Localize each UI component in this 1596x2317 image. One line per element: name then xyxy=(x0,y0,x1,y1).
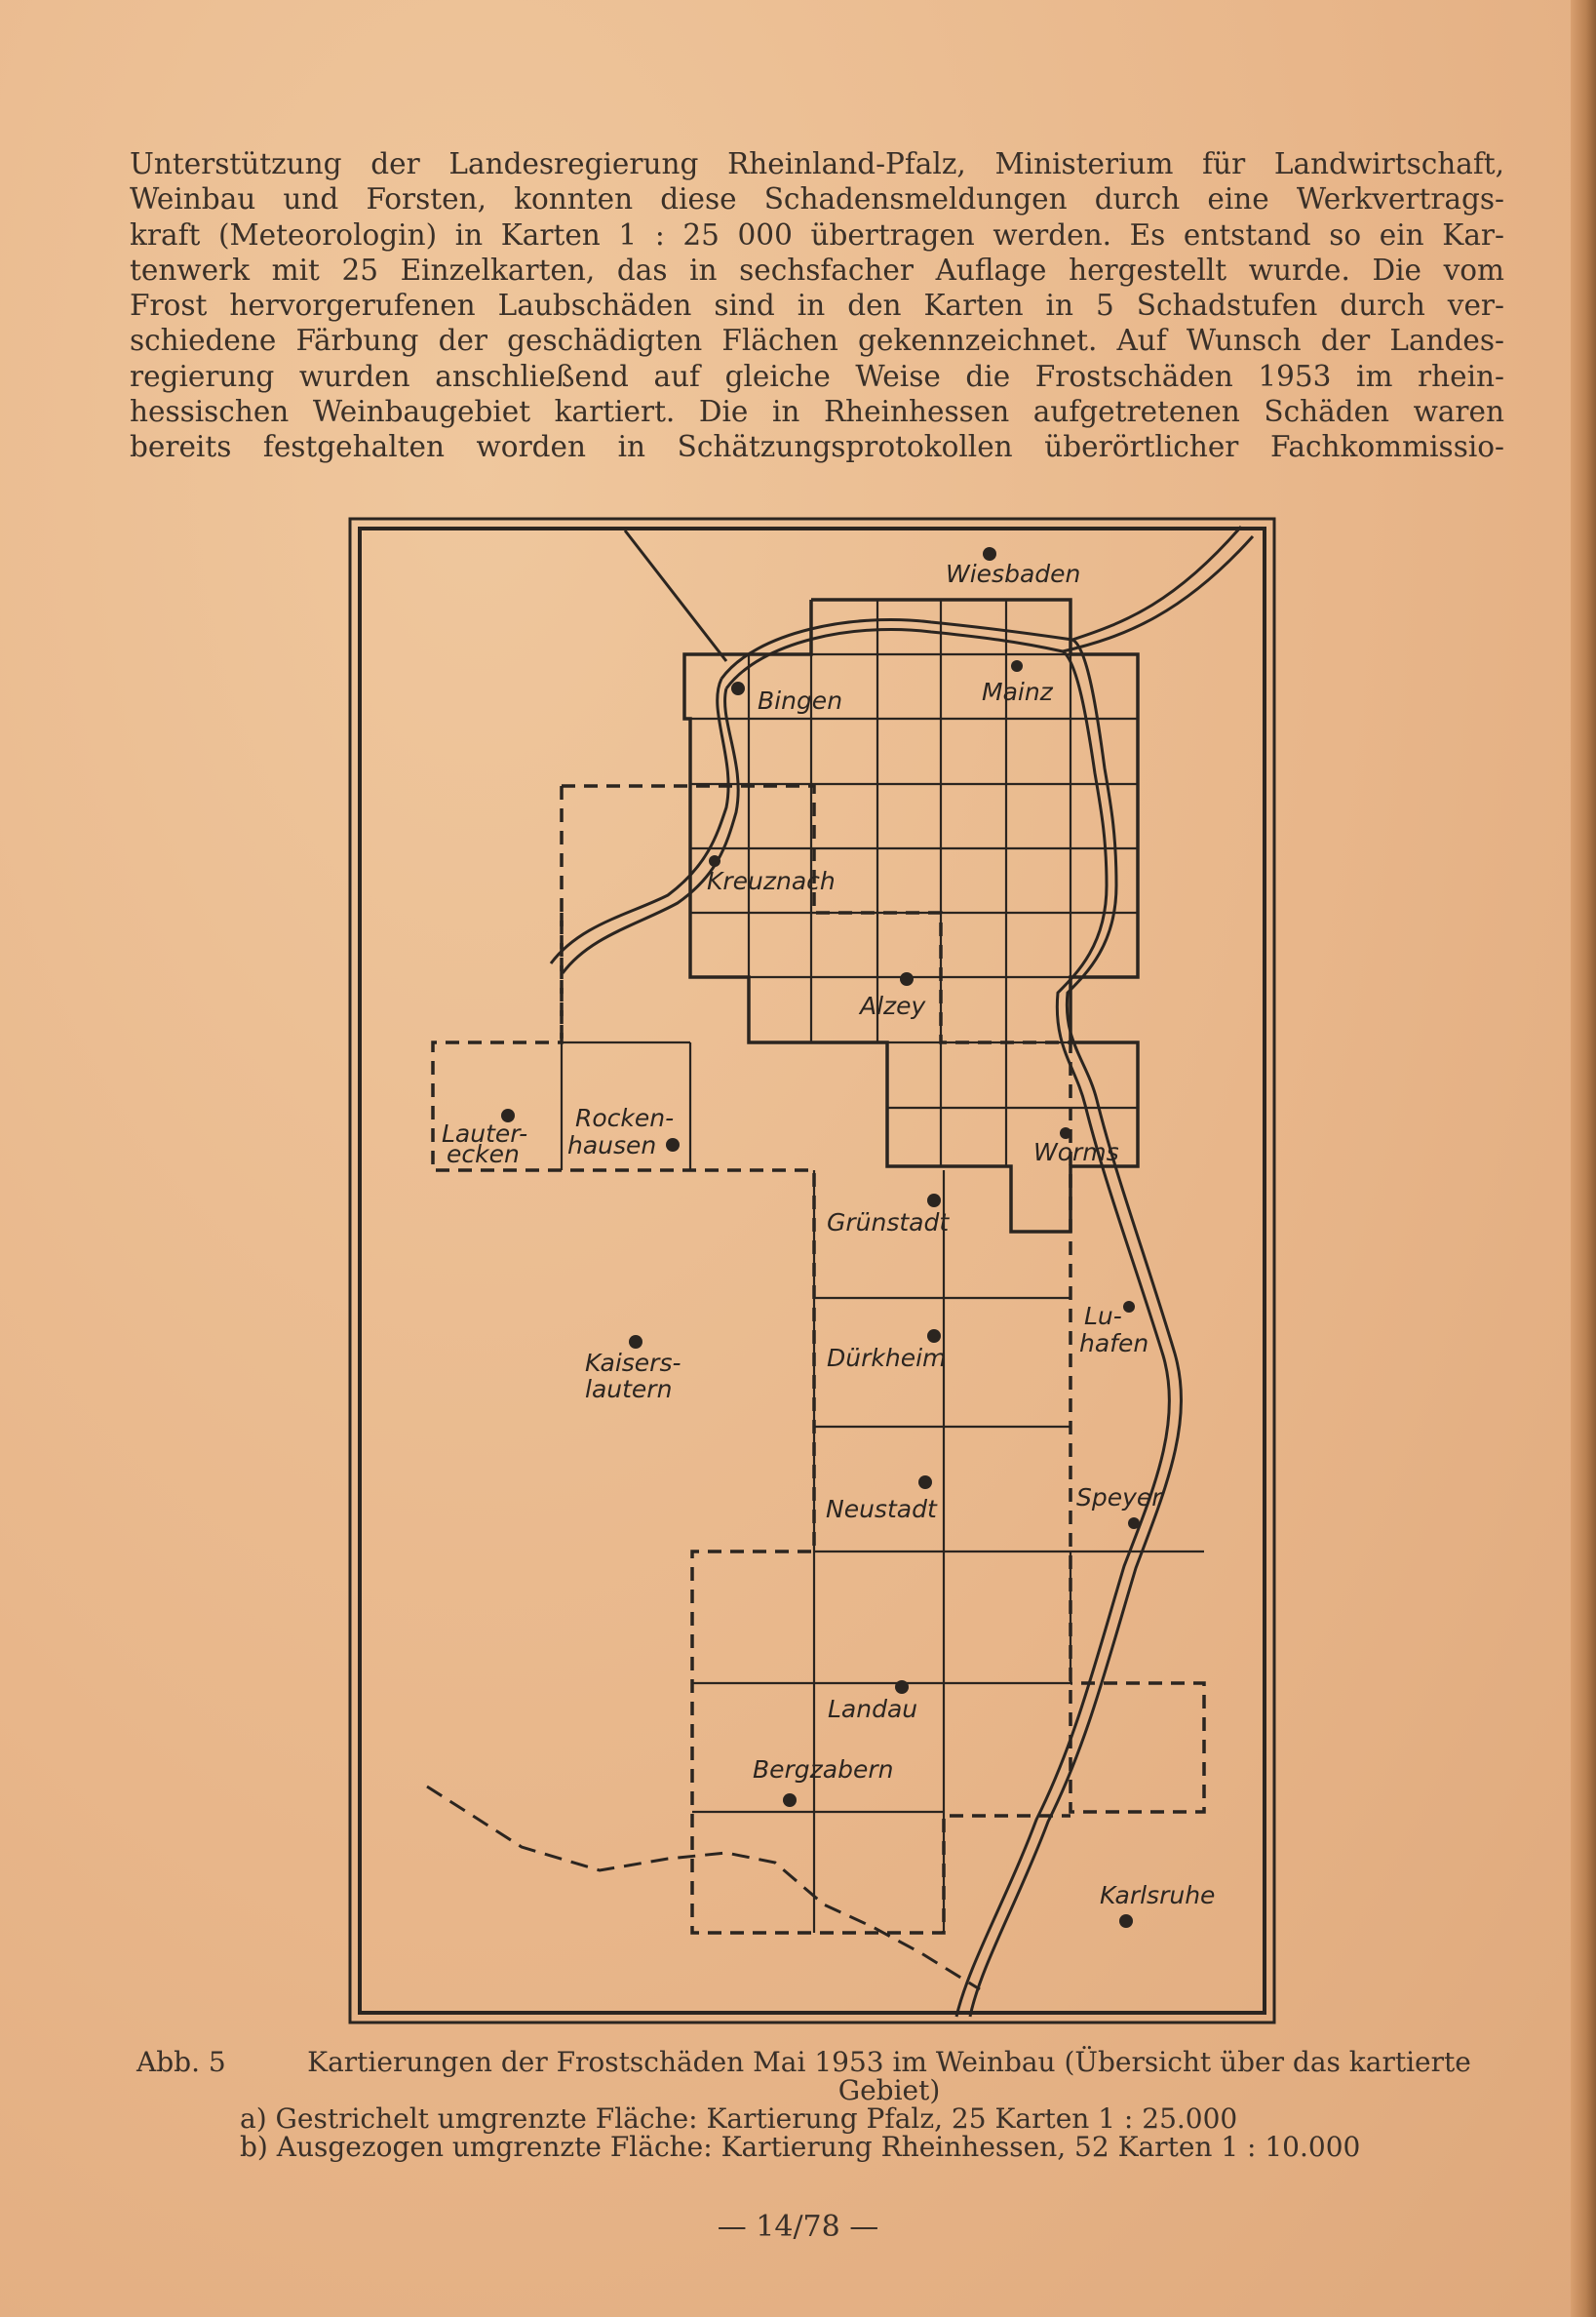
town-label-alzey: Alzey xyxy=(860,992,926,1020)
page-edge xyxy=(1571,0,1596,2317)
town-label-rockenhausen-2: hausen xyxy=(567,1131,657,1159)
town-label-duerkheim: Dürkheim xyxy=(827,1344,947,1372)
town-label-landau: Landau xyxy=(828,1695,918,1723)
text-line: Weinbau und Forsten, konnten diese Schadensmeldungen durch eine Werkvertrags- xyxy=(130,182,1504,216)
text-line: schiedene Färbung der geschädigten Flächen gekennzeichnet. Auf Wunsch der Landes- xyxy=(130,324,1504,358)
town-label-ludwigshafen-2: hafen xyxy=(1079,1329,1149,1357)
northwest-line xyxy=(625,530,726,661)
border-line xyxy=(427,1787,980,1989)
text-line: Unterstützung der Landesregierung Rheinland-Pfalz, Ministerium für Landwirtschaft, xyxy=(130,147,1504,180)
main-river xyxy=(1063,527,1253,651)
town-label-bingen: Bingen xyxy=(758,687,843,715)
text-line: regierung wurden anschließend auf gleiche Weise die Frostschäden 1953 im rhein- xyxy=(130,359,1504,393)
caption-number: Abb. 5 xyxy=(136,2046,226,2078)
text-line: hessischen Weinbaugebiet kartiert. Die in Rheinhessen aufgetretenen Schäden waren xyxy=(130,395,1504,429)
page-number: — 14/78 — xyxy=(717,2210,879,2244)
caption-title: Kartierungen der Frostschäden Mai 1953 im Weinbau (Übersicht über das kartierte Gebiet) xyxy=(307,2046,1471,2106)
town-label-lauterecken-1: Lauter- xyxy=(442,1119,528,1148)
figure-caption xyxy=(136,2048,1521,2161)
nahe-river xyxy=(551,679,738,973)
town-label-ludwigshafen-1: Lu- xyxy=(1084,1302,1122,1330)
town-dots xyxy=(501,547,1140,1928)
text-line: tenwerk mit 25 Einzelkarten, das in sechsfacher Auflage hergestellt wurde. Die vom xyxy=(130,253,1504,287)
town-label-lauterecken-2: ecken xyxy=(447,1140,520,1168)
caption-item-a: a) Gestrichelt umgrenzte Fläche: Kartierung Pfalz, 25 Karten 1 : 25.000 xyxy=(240,2102,1238,2135)
text-line: Frost hervorgerufenen Laubschäden sind in den Karten in 5 Schadstufen durch ver- xyxy=(130,289,1504,323)
town-label-karlsruhe: Karlsruhe xyxy=(1100,1881,1216,1909)
town-label-gruenstadt: Grünstadt xyxy=(827,1208,950,1237)
town-label-kreuznach: Kreuznach xyxy=(707,867,836,895)
town-label-wiesbaden: Wiesbaden xyxy=(946,560,1081,588)
town-label-bergzabern: Bergzabern xyxy=(753,1755,894,1784)
body-paragraph xyxy=(130,146,1504,465)
town-label-mainz: Mainz xyxy=(982,678,1053,706)
town-label-rockenhausen-1: Rocken- xyxy=(575,1104,675,1132)
text-line: kraft (Meteorologin) in Karten 1 : 25 000 übertragen werden. Es entstand so ein Kar- xyxy=(130,217,1504,252)
town-label-speyer: Speyer xyxy=(1076,1483,1162,1512)
town-label-kaiserslautern-1: Kaisers- xyxy=(585,1349,681,1377)
town-label-neustadt: Neustadt xyxy=(826,1495,937,1523)
caption-item-b: b) Ausgezogen umgrenzte Fläche: Kartierung Rheinhessen, 52 Karten 1 : 10.000 xyxy=(240,2131,1361,2163)
town-label-worms: Worms xyxy=(1033,1138,1119,1166)
map-figure xyxy=(346,515,1278,2026)
town-label-kaiserslautern-2: lautern xyxy=(585,1375,673,1403)
text-line: bereits festgehalten worden in Schätzungsprotokollen überörtlicher Fachkommissio- xyxy=(130,430,1504,464)
